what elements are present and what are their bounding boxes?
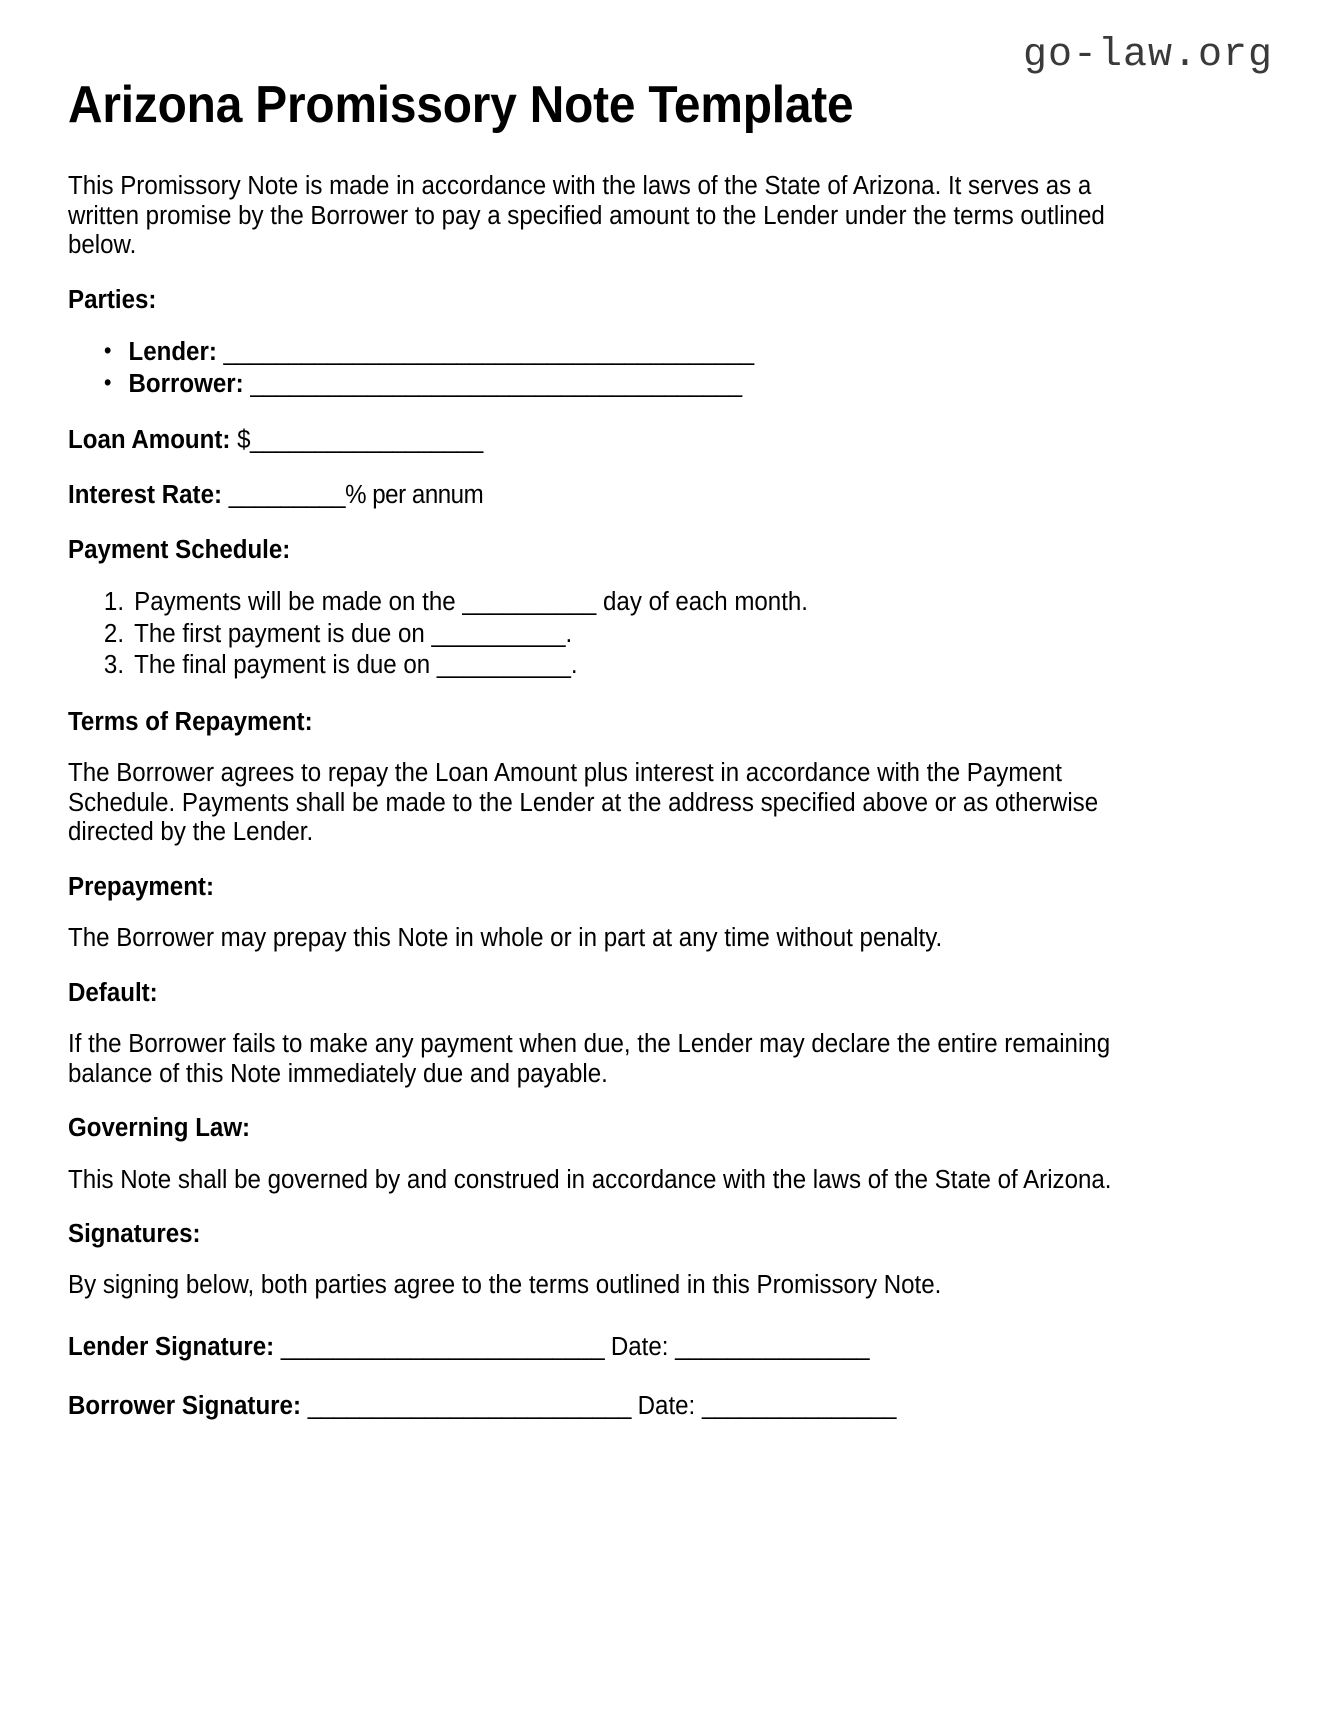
interest-rate-value[interactable]: _________% per annum bbox=[228, 481, 484, 510]
list-item bbox=[104, 337, 1186, 369]
lender-date-blank[interactable]: _______________ bbox=[675, 1333, 870, 1362]
interest-rate-field bbox=[68, 480, 1089, 511]
lender-signature-line bbox=[68, 1332, 1089, 1363]
section-heading-governing-law: Governing Law: bbox=[68, 1114, 251, 1143]
borrower-date-label: Date: bbox=[637, 1391, 696, 1420]
section-heading-terms-of-repayment: Terms of Repayment: bbox=[68, 707, 313, 736]
terms-of-repayment-body: The Borrower agrees to repay the Loan Amount plus interest in accordance with the Payment Schedule. Payments shall be made to the Lender at the address specified above or as otherwise directed by the Lender. bbox=[68, 759, 1099, 847]
parties-list bbox=[68, 337, 1186, 400]
default-body: If the Borrower fails to make any payment when due, the Lender may declare the entire remaining balance of this Note immediately due and payable. bbox=[68, 1030, 1111, 1088]
lender-signature-label: Lender Signature: bbox=[68, 1333, 275, 1362]
section-heading-default: Default: bbox=[68, 978, 158, 1007]
borrower-signature-blank[interactable]: _________________________ bbox=[307, 1391, 631, 1420]
section-heading-prepayment: Prepayment: bbox=[68, 872, 214, 901]
borrower-date-blank[interactable]: _______________ bbox=[701, 1391, 896, 1420]
lender-signature-blank[interactable]: _________________________ bbox=[280, 1333, 605, 1362]
page-title: Arizona Promissory Note Template bbox=[68, 76, 854, 134]
list-item bbox=[104, 369, 1186, 401]
prepayment-body: The Borrower may prepay this Note in whole or in part at any time without penalty. bbox=[68, 924, 943, 953]
interest-rate-label: Interest Rate: bbox=[68, 481, 223, 510]
loan-amount-value[interactable]: $__________________ bbox=[237, 425, 483, 454]
governing-law-body: This Note shall be governed by and construed in accordance with the laws of the State of Arizona. bbox=[68, 1165, 1112, 1194]
list-item: Payments will be made on the __________ day of each month. bbox=[134, 588, 808, 616]
payment-schedule-list bbox=[68, 587, 1186, 682]
signatures-body: By signing below, both parties agree to the terms outlined in this Promissory Note. bbox=[68, 1271, 942, 1300]
section-heading-payment-schedule: Payment Schedule: bbox=[68, 535, 291, 564]
section-heading-signatures: Signatures: bbox=[68, 1220, 201, 1249]
party-blank-lender[interactable]: _________________________________________ bbox=[223, 338, 754, 367]
list-item: The first payment is due on __________. bbox=[134, 619, 573, 648]
list-item: The final payment is due on __________. bbox=[134, 651, 578, 680]
party-label-lender: Lender: bbox=[128, 338, 217, 367]
borrower-signature-label: Borrower Signature: bbox=[68, 1391, 301, 1420]
loan-amount-field bbox=[68, 425, 1089, 456]
borrower-signature-line bbox=[68, 1391, 1089, 1422]
party-blank-borrower[interactable]: ______________________________________ bbox=[250, 369, 742, 398]
site-watermark: go-law.org bbox=[1022, 33, 1273, 78]
intro-paragraph: This Promissory Note is made in accordance with the laws of the State of Arizona. It serves as a written promise by the Borrower to pay a specified amount to the Lender under the terms outlined below. bbox=[68, 172, 1105, 260]
section-heading-parties: Parties: bbox=[68, 285, 157, 314]
document-content bbox=[68, 76, 1148, 1449]
party-label-borrower: Borrower: bbox=[128, 369, 244, 398]
loan-amount-label: Loan Amount: bbox=[68, 425, 231, 454]
lender-date-label: Date: bbox=[610, 1333, 669, 1362]
